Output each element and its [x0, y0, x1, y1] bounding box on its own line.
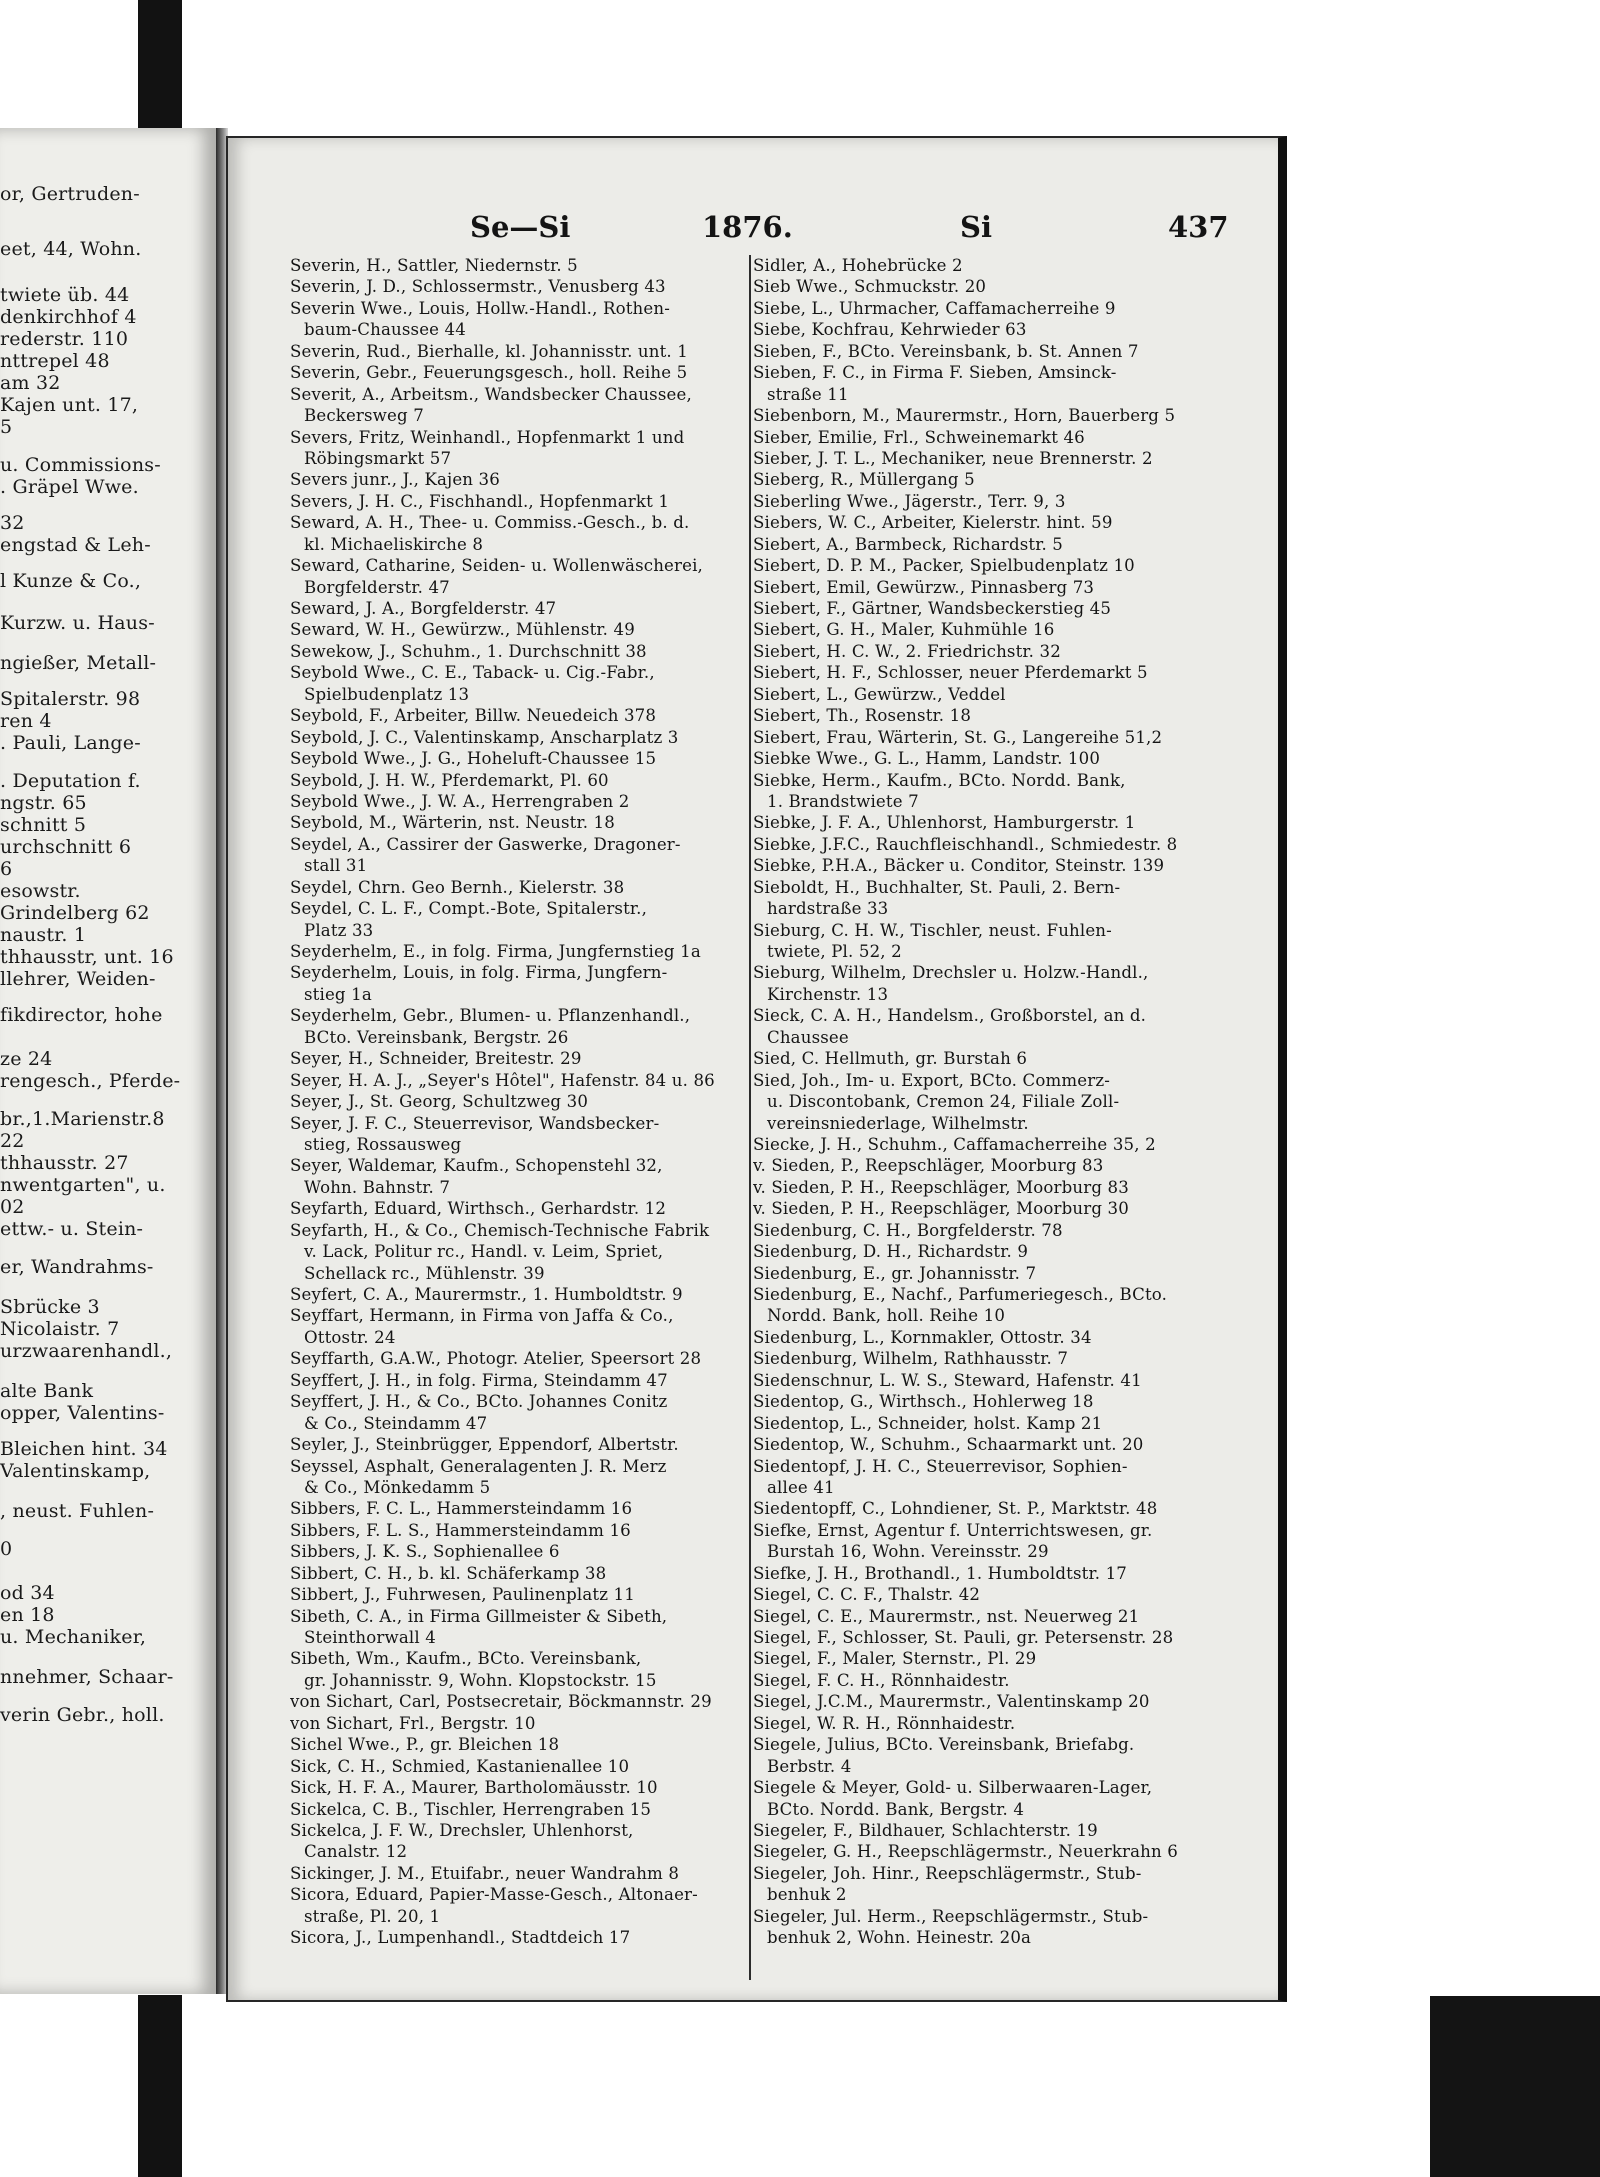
left-page-text-line: verin Gebr., holl. — [0, 1704, 165, 1726]
left-page-text-line: urchschnitt 6 — [0, 836, 132, 858]
left-page-text-line: Nicolaistr. 7 — [0, 1318, 120, 1340]
directory-entry-line: Berbstr. 4 — [767, 1756, 852, 1776]
left-page-text-line: nwentgarten", u. — [0, 1174, 166, 1196]
left-page-text-line: twiete üb. 44 — [0, 284, 130, 306]
directory-entry-line: Seyer, H. A. J., „Seyer's Hôtel", Hafenstr. 84 u. 86 — [290, 1070, 715, 1090]
directory-entry-line: Siebke Wwe., G. L., Hamm, Landstr. 100 — [753, 749, 1101, 769]
left-page-text-line: ettw.- u. Stein- — [0, 1218, 144, 1240]
directory-entry-line: Seybold, J. H. W., Pferdemarkt, Pl. 60 — [290, 770, 609, 790]
directory-entry-line: twiete, Pl. 52, 2 — [767, 942, 902, 961]
directory-entry-line: Siegeler, Joh. Hinr., Reepschlägermstr., Stub- — [753, 1863, 1142, 1883]
directory-entry-line: Siebert, Emil, Gewürzw., Pinnasberg 73 — [753, 577, 1095, 597]
left-page-text-line: thhausstr, unt. 16 — [0, 946, 174, 968]
left-page-text-line: ren 4 — [0, 710, 52, 732]
directory-entry-line: Seyffert, J. H., & Co., BCto. Johannes Conitz — [290, 1392, 668, 1412]
directory-entry-line: Chaussee — [767, 1027, 849, 1047]
directory-entry-line: Siebke, P.H.A., Bäcker u. Conditor, Steinstr. 139 — [753, 856, 1165, 876]
directory-entry-line: Seyler, J., Steinbrügger, Eppendorf, Albertstr. — [290, 1435, 679, 1455]
directory-entry-line: Sickinger, J. M., Etuifabr., neuer Wandrahm 8 — [290, 1863, 680, 1883]
directory-entry-line: Seward, A. H., Thee- u. Commiss.-Gesch., b. d. — [290, 513, 690, 533]
directory-entry-line: Sick, C. H., Schmied, Kastanienallee 10 — [290, 1756, 630, 1776]
directory-entry-line: Siebenborn, M., Maurermstr., Horn, Bauerberg 5 — [753, 406, 1176, 426]
directory-entry-line: Siegel, J.C.M., Maurermstr., Valentinskamp 20 — [753, 1692, 1150, 1712]
directory-entry-line: Siedenburg, Wilhelm, Rathhausstr. 7 — [753, 1349, 1069, 1369]
left-page-text-line: rederstr. 110 — [0, 328, 129, 350]
directory-entry-line: Sibbers, F. C. L., Hammersteindamm 16 — [290, 1499, 633, 1519]
directory-entry-line: Seward, W. H., Gewürzw., Mühlenstr. 49 — [290, 620, 635, 640]
directory-entry-line: Seydel, A., Cassirer der Gaswerke, Dragoner- — [290, 834, 681, 854]
directory-entry-line: Seyderhelm, Gebr., Blumen- u. Pflanzenhandl., — [290, 1006, 691, 1026]
directory-entry-line: & Co., Mönkedamm 5 — [304, 1477, 491, 1497]
directory-entry-line: Seward, Catharine, Seiden- u. Wollenwäscherei, — [290, 556, 703, 576]
directory-entry-line: Siebert, H. F., Schlosser, neuer Pferdemarkt 5 — [753, 663, 1148, 683]
directory-entry-line: Sieber, J. T. L., Mechaniker, neue Brennerstr. 2 — [753, 448, 1153, 468]
directory-entry-line: Severs junr., J., Kajen 36 — [290, 470, 500, 490]
directory-entry-line: Siedenburg, E., gr. Johannisstr. 7 — [753, 1263, 1037, 1283]
directory-entry-line: benhuk 2 — [767, 1885, 847, 1905]
left-page-text-line: urzwaarenhandl., — [0, 1340, 173, 1362]
left-page-text-line: ngstr. 65 — [0, 792, 87, 814]
directory-entry-line: Siefke, J. H., Brothandl., 1. Humboldtstr. 17 — [753, 1563, 1127, 1583]
directory-entry-line: Seydel, Chrn. Geo Bernh., Kielerstr. 38 — [290, 877, 625, 897]
directory-entry-line: Sick, H. F. A., Maurer, Bartholomäusstr. 10 — [290, 1778, 658, 1798]
directory-entry-line: Sieb Wwe., Schmuckstr. 20 — [753, 277, 987, 297]
directory-entry-line: Wohn. Bahnstr. 7 — [304, 1177, 451, 1197]
directory-entry-line: v. Sieden, P. H., Reepschläger, Moorburg 83 — [753, 1177, 1129, 1197]
directory-entry-line: Seyffarth, G.A.W., Photogr. Atelier, Speersort 28 — [290, 1349, 702, 1369]
page-header-letters: Si — [960, 210, 992, 244]
directory-entry-line: Siebert, G. H., Maler, Kuhmühle 16 — [753, 620, 1055, 640]
directory-entry-line: Seyffert, J. H., in folg. Firma, Steindamm 47 — [290, 1370, 668, 1390]
left-page-text-line: eet, 44, Wohn. — [0, 238, 142, 260]
directory-entry-line: Siebert, Frau, Wärterin, St. G., Langereihe 51,2 — [753, 727, 1163, 747]
directory-entry-line: Siebke, J.F.C., Rauchfleischhandl., Schmiedestr. 8 — [753, 834, 1178, 854]
directory-entry-line: stieg, Rossausweg — [304, 1134, 462, 1154]
left-page-text-line: od 34 — [0, 1582, 55, 1604]
directory-entry-line: Siedenburg, L., Kornmakler, Ottostr. 34 — [753, 1327, 1092, 1347]
left-page-text-line: u. Mechaniker, — [0, 1626, 147, 1648]
left-page-text-line: 32 — [0, 512, 25, 534]
directory-entry-line: Siebert, D. P. M., Packer, Spielbudenplatz 10 — [753, 556, 1135, 576]
directory-entry-line: Seybold, M., Wärterin, nst. Neustr. 18 — [290, 813, 615, 833]
directory-entry-line: Seyer, J. F. C., Steuerrevisor, Wandsbecker- — [290, 1113, 660, 1133]
directory-entry-line: Sicora, Eduard, Papier-Masse-Gesch., Altonaer- — [290, 1885, 698, 1905]
directory-entry-line: Severit, A., Arbeitsm., Wandsbecker Chaussee, — [290, 384, 692, 404]
left-page-text-line: ze 24 — [0, 1048, 53, 1070]
left-page-text-line: alte Bank — [0, 1380, 94, 1402]
left-page-text-line: Valentinskamp, — [0, 1460, 151, 1482]
left-page-text-line: schnitt 5 — [0, 814, 87, 836]
directory-entry-line: Siebert, Th., Rosenstr. 18 — [753, 706, 972, 726]
directory-entry-line: allee 41 — [767, 1477, 835, 1497]
directory-entry-line: Siegeler, Jul. Herm., Reepschlägermstr., Stub- — [753, 1906, 1149, 1926]
directory-entry-line: Severin, Gebr., Feuerungsgesch., holl. Reihe 5 — [290, 363, 688, 383]
directory-entry-line: Siegel, C. C. F., Thalstr. 42 — [753, 1585, 981, 1605]
left-page-text-line: or, Gertruden- — [0, 183, 140, 205]
directory-entry-line: Severin, H., Sattler, Niedernstr. 5 — [290, 256, 578, 275]
directory-entry-line: Siegele & Meyer, Gold- u. Silberwaaren-Lager, — [753, 1778, 1153, 1798]
directory-entry-line: Siegel, F. C. H., Rönnhaidestr. — [753, 1670, 1010, 1690]
page-header-year: 1876. — [702, 210, 793, 244]
directory-entry-line: Siebert, F., Gärtner, Wandsbeckerstieg 45 — [753, 599, 1112, 618]
column-divider — [749, 255, 751, 1980]
directory-entry-line: Seybold, F., Arbeiter, Billw. Neuedeich 378 — [290, 706, 657, 726]
directory-entry-line: Siecke, J. H., Schuhm., Caffamacherreihe 35, 2 — [753, 1134, 1156, 1154]
left-page-text-line: en 18 — [0, 1604, 55, 1626]
directory-entry-line: Severin Wwe., Louis, Hollw.-Handl., Rothen- — [290, 298, 670, 318]
directory-entry-line: Sied, Joh., Im- u. Export, BCto. Commerz- — [753, 1070, 1110, 1090]
left-page-text-line: Grindelberg 62 — [0, 902, 150, 924]
directory-entry-line: benhuk 2, Wohn. Heinestr. 20a — [767, 1928, 1032, 1948]
directory-entry-line: Röbingsmarkt 57 — [304, 448, 452, 468]
directory-entry-line: Siegeler, G. H., Reepschlägermstr., Neuerkrahn 6 — [753, 1842, 1178, 1862]
directory-entry-line: Siebert, L., Gewürzw., Veddel — [753, 684, 1006, 704]
left-page-text-line: llehrer, Weiden- — [0, 968, 156, 990]
directory-entry-line: stieg 1a — [304, 984, 372, 1004]
directory-entry-line: Burstah 16, Wohn. Vereinsstr. 29 — [767, 1542, 1049, 1562]
directory-entry-line: Siebe, L., Uhrmacher, Caffamacherreihe 9 — [753, 298, 1116, 318]
directory-entry-line: Seybold Wwe., J. W. A., Herrengraben 2 — [290, 791, 630, 811]
directory-entry-line: BCto. Nordd. Bank, Bergstr. 4 — [767, 1799, 1025, 1819]
directory-entry-line: BCto. Vereinsbank, Bergstr. 26 — [304, 1027, 569, 1047]
directory-entry-line: Sibbers, J. K. S., Sophienallee 6 — [290, 1542, 560, 1562]
directory-entry-line: stall 31 — [304, 856, 368, 876]
directory-entry-line: Siebert, H. C. W., 2. Friedrichstr. 32 — [753, 641, 1061, 661]
left-page-text-line: l Kunze & Co., — [0, 570, 142, 592]
left-page-text-line: Sbrücke 3 — [0, 1296, 100, 1318]
left-page-text-line: opper, Valentins- — [0, 1402, 165, 1424]
directory-entry-line: Sieburg, C. H. W., Tischler, neust. Fuhlen- — [753, 920, 1112, 940]
directory-entry-line: Siedentop, G., Wirthsch., Hohlerweg 18 — [753, 1392, 1094, 1412]
scan-edge-bar-bottom — [138, 1995, 182, 2177]
directory-entry-line: Sieben, F. C., in Firma F. Sieben, Amsinck- — [753, 363, 1117, 383]
directory-entry-line: Siegel, C. E., Maurermstr., nst. Neuerweg 21 — [753, 1606, 1140, 1626]
directory-entry-line: Kirchenstr. 13 — [767, 984, 889, 1004]
directory-entry-line: Siegele, Julius, BCto. Vereinsbank, Briefabg. — [753, 1735, 1135, 1755]
directory-entry-line: Sieboldt, H., Buchhalter, St. Pauli, 2. Bern- — [753, 877, 1121, 897]
directory-entry-line: hardstraße 33 — [767, 899, 889, 919]
directory-entry-line: Siebke, J. F. A., Uhlenhorst, Hamburgerstr. 1 — [753, 813, 1136, 833]
directory-entry-line: Seyfarth, H., & Co., Chemisch-Technische Fabrik — [290, 1220, 710, 1240]
left-page-text-line: fikdirector, hohe — [0, 1004, 163, 1026]
directory-entry-line: gr. Johannisstr. 9, Wohn. Klopstockstr. 15 — [304, 1670, 657, 1690]
directory-entry-line: Sieberling Wwe., Jägerstr., Terr. 9, 3 — [753, 491, 1066, 511]
directory-entry-line: Seybold Wwe., J. G., Hoheluft-Chaussee 15 — [290, 749, 657, 769]
directory-entry-line: Severin, J. D., Schlossermstr., Venusberg 43 — [290, 277, 666, 297]
directory-entry-line: Schellack rc., Mühlenstr. 39 — [304, 1263, 545, 1283]
scan-edge-bar-top — [138, 0, 182, 130]
directory-entry-line: Siefke, Ernst, Agentur f. Unterrichtswesen, gr. — [753, 1520, 1153, 1540]
left-page-text-line: br.,1.Marienstr.8 — [0, 1108, 165, 1130]
left-page-text-line: naustr. 1 — [0, 924, 87, 946]
directory-entry-line: Spielbudenplatz 13 — [304, 684, 470, 704]
directory-entry-line: Sichel Wwe., P., gr. Bleichen 18 — [290, 1735, 560, 1755]
directory-entry-line: Siebert, A., Barmbeck, Richardstr. 5 — [753, 534, 1064, 554]
directory-entry-line: Severs, J. H. C., Fischhandl., Hopfenmarkt 1 — [290, 491, 670, 511]
directory-entry-line: Sieberg, R., Müllergang 5 — [753, 470, 975, 490]
directory-entry-line: Steinthorwall 4 — [304, 1628, 436, 1647]
directory-entry-line: Sieck, C. A. H., Handelsm., Großborstel, an d. — [753, 1006, 1147, 1026]
directory-entry-line: Seydel, C. L. F., Compt.-Bote, Spitalerstr., — [290, 899, 648, 919]
left-page-text-line: . Deputation f. — [0, 770, 141, 792]
directory-entry-line: Siebers, W. C., Arbeiter, Kielerstr. hint. 59 — [753, 513, 1113, 533]
directory-entry-line: Canalstr. 12 — [304, 1842, 408, 1862]
directory-entry-line: v. Lack, Politur rc., Handl. v. Leim, Spriet, — [304, 1242, 664, 1262]
directory-entry-line: Sidler, A., Hohebrücke 2 — [753, 256, 963, 275]
directory-entry-line: & Co., Steindamm 47 — [304, 1413, 488, 1433]
directory-entry-line: v. Sieden, P. H., Reepschläger, Moorburg 30 — [753, 1199, 1129, 1219]
directory-entry-line: Seward, J. A., Borgfelderstr. 47 — [290, 599, 557, 618]
directory-entry-line: straße 11 — [767, 384, 849, 404]
left-page-text-line: engstad & Leh- — [0, 534, 151, 556]
directory-entry-line: kl. Michaeliskirche 8 — [304, 534, 484, 554]
directory-entry-line: Nordd. Bank, holl. Reihe 10 — [767, 1306, 1006, 1326]
page-number: 437 — [1168, 210, 1229, 244]
left-page-text-line: Kajen unt. 17, — [0, 394, 139, 416]
left-page-text-line: nttrepel 48 — [0, 350, 110, 372]
left-page-text-line: . Gräpel Wwe. — [0, 476, 139, 498]
directory-entry-line: von Sichart, Frl., Bergstr. 10 — [290, 1713, 536, 1733]
left-page-text-line: ngießer, Metall- — [0, 652, 157, 674]
directory-entry-line: Seyffart, Hermann, in Firma von Jaffa & Co., — [290, 1306, 674, 1326]
directory-entry-line: Seyssel, Asphalt, Generalagenten J. R. Merz — [290, 1456, 667, 1476]
page-header-range: Se—Si — [470, 210, 571, 244]
directory-entry-line: Sibeth, C. A., in Firma Gillmeister & Sibeth, — [290, 1606, 668, 1626]
left-page-text-line: am 32 — [0, 372, 61, 394]
directory-entry-line: Ottostr. 24 — [304, 1327, 396, 1347]
directory-entry-line: Siedentopf, J. H. C., Steuerrevisor, Sophien- — [753, 1456, 1128, 1476]
left-page-text-line: u. Commissions- — [0, 454, 161, 476]
left-page-text-line: 0 — [0, 1538, 13, 1560]
left-page-text-line: er, Wandrahms- — [0, 1256, 154, 1278]
directory-entry-line: Sewekow, J., Schuhm., 1. Durchschnitt 38 — [290, 641, 647, 661]
left-page-text-line: 22 — [0, 1130, 25, 1152]
left-page-text-line: Bleichen hint. 34 — [0, 1438, 168, 1460]
directory-entry-line: Siegel, F., Maler, Sternstr., Pl. 29 — [753, 1649, 1037, 1669]
directory-entry-line: Sieben, F., BCto. Vereinsbank, b. St. Annen 7 — [753, 341, 1139, 361]
directory-entry-line: Siegeler, F., Bildhauer, Schlachterstr. 19 — [753, 1820, 1098, 1840]
directory-entry-line: Siedenburg, C. H., Borgfelderstr. 78 — [753, 1220, 1063, 1240]
directory-entry-line: Sickelca, J. F. W., Drechsler, Uhlenhorst, — [290, 1820, 634, 1840]
directory-entry-line: v. Sieden, P., Reepschläger, Moorburg 83 — [753, 1156, 1104, 1176]
directory-entry-line: Sicora, J., Lumpenhandl., Stadtdeich 17 — [290, 1928, 631, 1948]
directory-entry-line: Seyer, Waldemar, Kaufm., Schopenstehl 32, — [290, 1156, 663, 1176]
directory-entry-line: Siedentop, L., Schneider, holst. Kamp 21 — [753, 1413, 1103, 1433]
left-page-text-line: Spitalerstr. 98 — [0, 688, 141, 710]
left-page-text-line: denkirchhof 4 — [0, 306, 137, 328]
directory-entry-line: Severs, Fritz, Weinhandl., Hopfenmarkt 1 und — [290, 427, 685, 447]
directory-entry-line: Beckersweg 7 — [304, 406, 424, 426]
left-page-fragment — [0, 128, 219, 1994]
directory-entry-line: 1. Brandstwiete 7 — [767, 791, 919, 811]
directory-entry-line: Siedentop, W., Schuhm., Schaarmarkt unt. 20 — [753, 1435, 1144, 1455]
directory-entry-line: Siedenschnur, L. W. S., Steward, Hafenstr. 41 — [753, 1370, 1142, 1390]
directory-entry-line: Severin, Rud., Bierhalle, kl. Johannisstr. unt. 1 — [290, 341, 688, 361]
directory-entry-line: von Sichart, Carl, Postsecretair, Böckmannstr. 29 — [290, 1692, 712, 1712]
directory-entry-line: vereinsniederlage, Wilhelmstr. — [767, 1113, 1029, 1133]
directory-entry-line: Siedenburg, E., Nachf., Parfumeriegesch., BCto. — [753, 1285, 1168, 1304]
directory-entry-line: Sieburg, Wilhelm, Drechsler u. Holzw.-Handl., — [753, 963, 1149, 983]
directory-entry-line: Sibbert, J., Fuhrwesen, Paulinenplatz 11 — [290, 1585, 635, 1605]
directory-entry-line: Sibbers, F. L. S., Hammersteindamm 16 — [290, 1520, 631, 1540]
directory-entry-line: Seyfert, C. A., Maurermstr., 1. Humboldtstr. 9 — [290, 1285, 683, 1304]
directory-entry-line: Siegel, W. R. H., Rönnhaidestr. — [753, 1713, 1016, 1733]
directory-entry-line: Seyer, J., St. Georg, Schultzweg 30 — [290, 1092, 589, 1112]
directory-entry-line: Seybold, J. C., Valentinskamp, Anscharplatz 3 — [290, 727, 679, 747]
directory-column-right — [753, 255, 1213, 1995]
directory-entry-line: Siebke, Herm., Kaufm., BCto. Nordd. Bank, — [753, 770, 1126, 790]
directory-entry-line: Platz 33 — [304, 920, 374, 940]
left-page-text-line: 02 — [0, 1196, 25, 1218]
directory-entry-line: Borgfelderstr. 47 — [304, 577, 450, 597]
directory-entry-line: straße, Pl. 20, 1 — [304, 1906, 441, 1926]
directory-entry-line: Sickelca, C. B., Tischler, Herrengraben 15 — [290, 1799, 652, 1819]
directory-entry-line: Seyfarth, Eduard, Wirthsch., Gerhardstr. 12 — [290, 1199, 667, 1219]
left-page-text-line: thhausstr. 27 — [0, 1152, 129, 1174]
left-page-text-line: esowstr. — [0, 880, 81, 902]
directory-entry-line: Sieber, Emilie, Frl., Schweinemarkt 46 — [753, 427, 1085, 447]
directory-entry-line: baum-Chaussee 44 — [304, 320, 466, 340]
directory-entry-line: Siebe, Kochfrau, Kehrwieder 63 — [753, 320, 1027, 340]
directory-entry-line: Sied, C. Hellmuth, gr. Burstah 6 — [753, 1049, 1028, 1069]
left-page-text-line: nnehmer, Schaar- — [0, 1666, 174, 1688]
directory-entry-line: Sibeth, Wm., Kaufm., BCto. Vereinsbank, — [290, 1649, 642, 1669]
directory-entry-line: Seyderhelm, Louis, in folg. Firma, Jungfern- — [290, 963, 668, 983]
left-page-text-line: rengesch., Pferde- — [0, 1070, 181, 1092]
directory-entry-line: Siedentopff, C., Lohndiener, St. P., Marktstr. 48 — [753, 1499, 1158, 1519]
directory-entry-line: Siegel, F., Schlosser, St. Pauli, gr. Petersenstr. 28 — [753, 1628, 1174, 1647]
directory-column-left — [290, 255, 750, 1995]
directory-entry-line: Seybold Wwe., C. E., Taback- u. Cig.-Fabr., — [290, 663, 655, 683]
left-page-text-line: , neust. Fuhlen- — [0, 1500, 155, 1522]
left-page-text-line: Kurzw. u. Haus- — [0, 612, 155, 634]
directory-entry-line: Sibbert, C. H., b. kl. Schäferkamp 38 — [290, 1563, 607, 1583]
left-page-text-line: . Pauli, Lange- — [0, 732, 141, 754]
directory-entry-line: Siedenburg, D. H., Richardstr. 9 — [753, 1242, 1029, 1262]
directory-entry-line: Seyderhelm, E., in folg. Firma, Jungfernstieg 1a — [290, 942, 701, 961]
directory-entry-line: u. Discontobank, Cremon 24, Filiale Zoll- — [767, 1092, 1120, 1112]
directory-entry-line: Seyer, H., Schneider, Breitestr. 29 — [290, 1049, 582, 1069]
left-page-text-line: 5 — [0, 416, 13, 438]
scan-corner-shadow — [1430, 1996, 1600, 2177]
left-page-text-line: 6 — [0, 858, 13, 880]
